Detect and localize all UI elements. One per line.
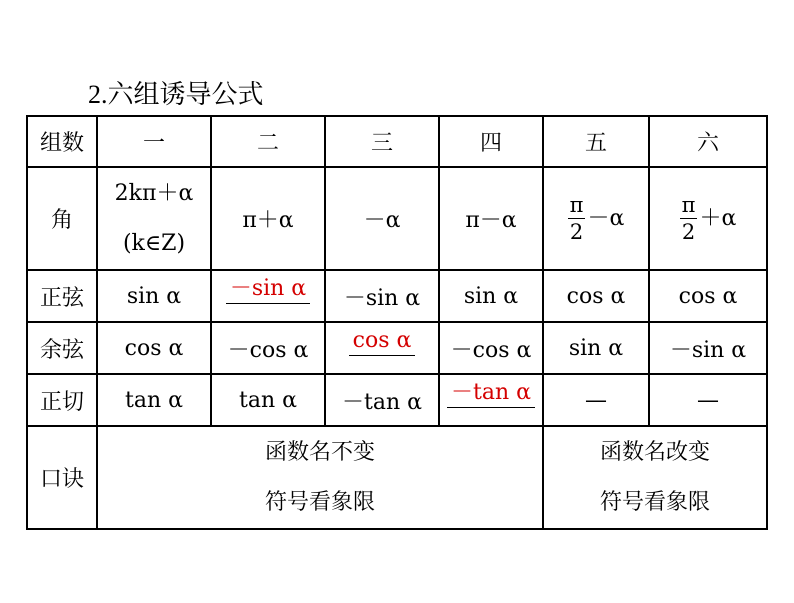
header-row [27,116,767,167]
sine-cell-5: cos α [543,270,649,322]
heading-number: 2. [88,80,108,109]
cosine-row [27,322,767,374]
mnemonic-right-line1: 函数名改变 [599,439,710,465]
group-header-4: 四 [439,116,543,167]
angle-cell-6 [649,167,767,270]
fraction-denominator: 2 [569,219,584,244]
angle-cell-4: π－α [439,167,543,270]
angle-cell-2: π＋α [211,167,325,270]
tangent-answer-blank: －tan α [447,382,535,408]
mnemonic-right-line2: 符号看象限 [599,489,710,515]
angle-cell-1 [97,167,211,270]
fraction-denominator: 2 [681,219,696,244]
fraction-numerator: π [681,192,696,217]
group-header-2: 二 [211,116,325,167]
angle-1-expression: 2kπ＋α [114,180,194,206]
fraction-numerator: π [569,192,584,217]
cosine-cell-5: sin α [543,322,649,374]
sine-cell-1: sin α [97,270,211,322]
tangent-cell-1: tan α [97,374,211,426]
tangent-cell-4 [439,374,543,426]
tangent-cell-3: －tan α [325,374,439,426]
tangent-cell-2: tan α [211,374,325,426]
induction-formula-table [26,115,768,530]
group-header-5: 五 [543,116,649,167]
angle-row [27,167,767,270]
angle-1-condition: (k∈Z) [122,230,186,256]
pi-over-two-fraction [680,192,698,244]
cosine-cell-4: －cos α [439,322,543,374]
group-header-1: 一 [97,116,211,167]
mnemonic-row-label: 口诀 [27,426,97,529]
cosine-cell-2: －cos α [211,322,325,374]
sine-cell-6: cos α [649,270,767,322]
section-heading [88,74,264,111]
cosine-cell-1: cos α [97,322,211,374]
mnemonic-left-line2: 符号看象限 [264,489,375,515]
angle-5-rest: －α [587,205,625,231]
sine-cell-2 [211,270,325,322]
sine-cell-4: sin α [439,270,543,322]
sine-row [27,270,767,322]
mnemonic-left-line1: 函数名不变 [264,439,375,465]
angle-row-label: 角 [27,167,97,270]
mnemonic-right [543,426,767,529]
cosine-cell-3 [325,322,439,374]
mnemonic-left [97,426,543,529]
sine-answer-blank: －sin α [226,278,310,304]
sine-row-label: 正弦 [27,270,97,322]
cosine-cell-6: －sin α [649,322,767,374]
tangent-cell-6: — [649,374,767,426]
angle-6-rest: ＋α [699,205,737,231]
corner-cell: 组数 [27,116,97,167]
cosine-row-label: 余弦 [27,322,97,374]
angle-cell-3: －α [325,167,439,270]
tangent-cell-5: — [543,374,649,426]
group-header-3: 三 [325,116,439,167]
tangent-row [27,374,767,426]
heading-title: 六组诱导公式 [107,80,264,110]
pi-over-two-fraction [568,192,586,244]
angle-cell-5 [543,167,649,270]
mnemonic-row [27,426,767,529]
sine-cell-3: －sin α [325,270,439,322]
tangent-row-label: 正切 [27,374,97,426]
cosine-answer-blank: cos α [349,330,416,356]
group-header-6: 六 [649,116,767,167]
